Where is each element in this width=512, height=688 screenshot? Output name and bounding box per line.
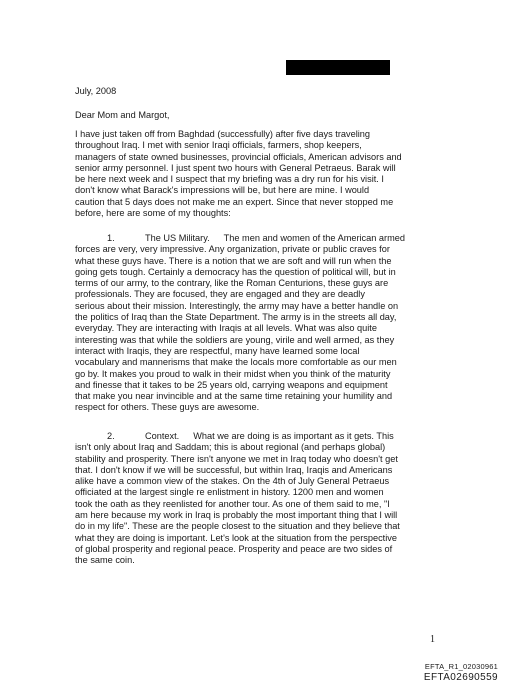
text-line: respect for others. These guys are awesome. xyxy=(75,402,260,413)
text-line: and finesse that it takes to be 25 years old, carrying weapons and equipment xyxy=(75,379,388,390)
section-us-military xyxy=(75,233,447,414)
text-line: the same coin. xyxy=(75,555,135,566)
redaction-bar xyxy=(286,60,390,75)
text-line: interesting was that while the soldiers are young, virile and well armed, as they xyxy=(75,334,395,345)
text-line: serious about their mission. Interestingly, the army may have a better handle on xyxy=(75,300,399,311)
page-number: 1 xyxy=(430,634,435,645)
section-first-line xyxy=(75,233,447,244)
text-line: stability and prosperity. There isn't anyone we met in Iraq today who doesn't get xyxy=(75,453,398,464)
text-line: go by. It makes you proud to walk in their midst when you think of the maturity xyxy=(75,368,391,379)
text-line: be here next week and I suspect that my briefing was a dry run for his visit. I xyxy=(75,174,384,185)
text-line: alike have a common view of the stakes. On the 4th of July General Petraeus xyxy=(75,476,390,487)
section-heading: Context. xyxy=(145,431,180,441)
bates-number-stamp: EFTA02690559 xyxy=(423,672,498,683)
text-line: throughout Iraq. I met with senior Iraqi officials, farmers, shop keepers, xyxy=(75,140,362,151)
text-line: don't know what Barack's impressions will be, but here are mine. I would xyxy=(75,185,370,196)
section-heading: The US Military. xyxy=(145,233,210,243)
text-line: vocabulary and mannerisms that make the locals more comfortable as our men xyxy=(75,357,397,368)
text-line: isn't only about Iraq and Saddam; this is about regional (and perhaps global) xyxy=(75,442,386,453)
text-line: what these guys have. There is a notion that we are soft and will run when the xyxy=(75,255,392,266)
section-first-line-text: The men and women of the American armed xyxy=(223,233,405,243)
text-line: what they are doing is important. Let's look at the situation from the perspective xyxy=(75,532,397,543)
document-id-stamp: EFTA_R1_02030961 xyxy=(424,662,498,671)
text-line: that. I don't know if we will be successful, but within Iraq, Iraqis and Americans xyxy=(75,464,393,475)
text-line: professionals. They are focused, they are engaged and they are deadly xyxy=(75,289,365,300)
text-line: do in my life". These are the people closest to the situation and they believe that xyxy=(75,521,400,532)
text-line: going gets tough. Certainly a democracy has the question of political will, but in xyxy=(75,266,396,277)
text-line: everyday. They are interacting with Iraqis at all levels. What was also quite xyxy=(75,323,377,334)
section-number: 2. xyxy=(107,431,115,441)
text-line: am here because my work in Iraq is probably the most important thing that I will xyxy=(75,510,398,521)
text-line: forces are very, very impressive. Any organization, private or public craves for xyxy=(75,244,390,255)
text-line: interact with Iraqis, they are respectful, many have learned some local xyxy=(75,345,360,356)
section-number: 1. xyxy=(107,233,115,243)
text-line: senior army personnel. I just spent two hours with General Petraeus. Barak will xyxy=(75,162,396,173)
text-line: I have just taken off from Baghdad (successfully) after five days traveling xyxy=(75,129,370,139)
text-line: officiated at the largest single re enlistment in history. 1200 men and women xyxy=(75,487,384,498)
text-line: managers of state owned businesses, provincial officials, American advisors and xyxy=(75,151,402,162)
letter-salutation: Dear Mom and Margot, xyxy=(75,110,170,120)
text-line: terms of our army, to the contrary, like the Roman Centurions, these guys are xyxy=(75,278,389,289)
section-first-line xyxy=(75,431,447,442)
text-line: caution that 5 days does not make me an expert. Since that never stopped me xyxy=(75,196,394,207)
section-context xyxy=(75,431,447,567)
text-line: that make you near invincible and at the same time retaining your humility and xyxy=(75,391,393,402)
text-line: before, here are some of my thoughts: xyxy=(75,208,231,219)
intro-paragraph xyxy=(75,129,447,219)
text-line: the politics of Iraq than the State Department. The army is in the streets all day, xyxy=(75,312,397,323)
letter-date: July, 2008 xyxy=(75,86,117,96)
text-line: took the oath as they reenlisted for another tour. As one of them said to me, "I xyxy=(75,498,390,509)
text-line: of global prosperity and regional peace. Prosperity and peace are two sides of xyxy=(75,543,393,554)
section-first-line-text: What we are doing is as important as it gets. This xyxy=(193,431,394,441)
